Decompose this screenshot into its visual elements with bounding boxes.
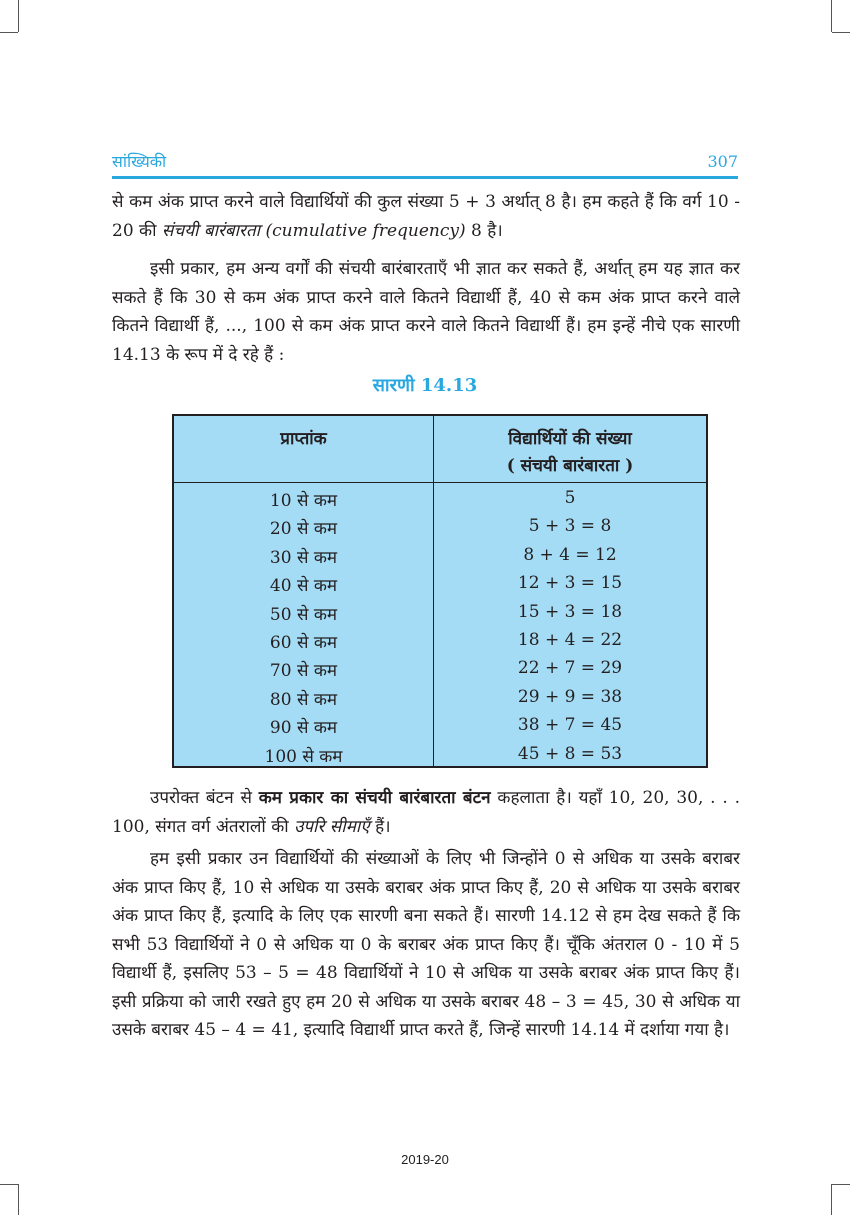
table-caption: सारणी 14.13	[372, 375, 478, 396]
crop-mark-bottom-left-v	[18, 1184, 19, 1215]
marks-cell: 100 से कम	[264, 746, 343, 767]
table-row	[174, 571, 706, 599]
count-cell: 18 + 4 = 22	[517, 629, 623, 650]
table-row	[174, 713, 706, 741]
paragraph-3-middle: कहलाता है। यहाँ 10, 20, 30, . . . 100, संगत वर्ग अंतरालों की	[112, 788, 741, 837]
table-row	[174, 742, 706, 770]
crop-mark-bottom-left-h	[0, 1184, 18, 1185]
paragraph-4-text: हम इसी प्रकार उन विद्यार्थियों की संख्याओं के लिए भी जिन्होंने 0 से अधिक या उसके बराबर अंक प्राप्त किए हैं, 10 से अधिक या उसके बराबर अंक प्राप्त किए हैं, 20 से अधिक या उसके बराबर अंक प्राप्त किए हैं, इत्यादि के लिए एक सारणी बना सकते हैं। सारणी 14.12 से हम देख सकते हैं कि सभी 53 विद्यार्थियों ने 0 से अधिक या 0 के बराबर अंक प्राप्त किए हैं। चूँकि अंतराल 0 - 10 में 5 विद्यार्थी हैं, इसलिए 53 – 5 = 48 विद्यार्थियों ने 10 से अधिक या उसके बराबर अंक प्राप्त किए हैं। इसी प्रक्रिया को जारी रखते हुए हम 20 से अधिक या उसके बराबर 48 – 3 = 45, 30 से अधिक या उसके बराबर 45 – 4 = 41, इत्यादि विद्यार्थी प्राप्त करते हैं, जिन्हें सारणी 14.14 में दर्शाया गया है।	[112, 849, 740, 1040]
paragraph-1	[112, 188, 740, 245]
cumulative-frequency-term: संचयी बारंबारता (cumulative frequency)	[161, 220, 466, 241]
count-cell: 22 + 7 = 29	[517, 658, 623, 679]
paragraph-1-text: से कम अंक प्राप्त करने वाले विद्यार्थियों की कुल संख्या 5 + 3 अर्थात् 8 है। हम कहते हैं कि वर्ग 10 - 20 की	[112, 192, 740, 241]
upper-limits-term: उपरि सीमाएँ	[294, 816, 370, 837]
paragraph-2-text: इसी प्रकार, हम अन्य वर्गों की संचयी बारंबारताएँ भी ज्ञात कर सकते हैं, अर्थात् हम यह ज्ञात कर सकते हैं कि 30 से कम अंक प्राप्त करने वाले कितने विद्यार्थी हैं, 40 से कम अंक प्राप्त करने वाले कितने विद्यार्थी हैं, ..., 100 से कम अंक प्राप्त करने वाले कितने विद्यार्थी हैं। हम इन्हें नीचे एक सारणी 14.13 के रूप में दे रहे हैं :	[112, 259, 740, 365]
marks-cell: 80 से कम	[269, 689, 338, 710]
marks-cell: 90 से कम	[269, 718, 338, 739]
column-header-students-line1: विद्यार्थियों की संख्या	[508, 429, 632, 449]
count-cell: 12 + 3 = 15	[517, 573, 623, 594]
marks-cell: 70 से कम	[269, 661, 338, 682]
marks-cell: 60 से कम	[269, 632, 338, 653]
table-row	[174, 656, 706, 684]
paragraph-3-end: हैं।	[369, 816, 391, 837]
count-cell: 5 + 3 = 8	[528, 516, 612, 537]
count-cell: 15 + 3 = 18	[517, 601, 623, 622]
column-header-students	[434, 426, 706, 480]
table-row	[174, 486, 706, 514]
crop-mark-top-left-h	[0, 32, 18, 33]
marks-cell: 10 से कम	[269, 491, 338, 511]
table-header-divider	[174, 482, 706, 483]
table-row	[174, 685, 706, 713]
page-footer-year: 2019-20	[401, 1152, 449, 1167]
crop-mark-bottom-right-v	[831, 1184, 832, 1215]
chapter-title: सांख्यिकी	[112, 152, 167, 171]
crop-mark-top-right-v	[831, 0, 832, 32]
paragraph-1-end: 8 है।	[465, 220, 503, 241]
running-header	[112, 150, 738, 179]
marks-cell: 30 से कम	[269, 547, 338, 568]
column-header-students-line2: ( संचयी बारंबारता )	[506, 456, 634, 476]
table-row	[174, 628, 706, 656]
paragraph-3	[112, 784, 740, 841]
count-cell: 5	[564, 488, 576, 508]
crop-mark-top-right-h	[832, 32, 850, 33]
table-row	[174, 514, 706, 542]
column-header-marks: प्राप्तांक	[280, 429, 327, 449]
paragraph-3-text: उपरोक्त बंटन से	[150, 788, 259, 808]
count-cell: 29 + 9 = 38	[517, 686, 623, 707]
page-number: 307	[707, 152, 738, 171]
marks-cell: 40 से कम	[269, 576, 338, 597]
table-row	[174, 543, 706, 571]
count-cell: 45 + 8 = 53	[517, 743, 623, 764]
marks-cell: 50 से कम	[269, 604, 338, 625]
less-than-type-term: कम प्रकार का संचयी बारंबारता बंटन	[258, 788, 491, 808]
crop-mark-top-left-v	[18, 0, 19, 32]
count-cell: 8 + 4 = 12	[523, 544, 617, 565]
paragraph-4	[112, 845, 740, 1045]
table-body	[174, 486, 706, 770]
count-cell: 38 + 7 = 45	[517, 715, 623, 736]
crop-mark-bottom-right-h	[832, 1184, 850, 1185]
paragraph-2	[112, 255, 740, 369]
marks-cell: 20 से कम	[269, 519, 338, 540]
table-row	[174, 600, 706, 628]
cumulative-frequency-table	[172, 414, 708, 768]
